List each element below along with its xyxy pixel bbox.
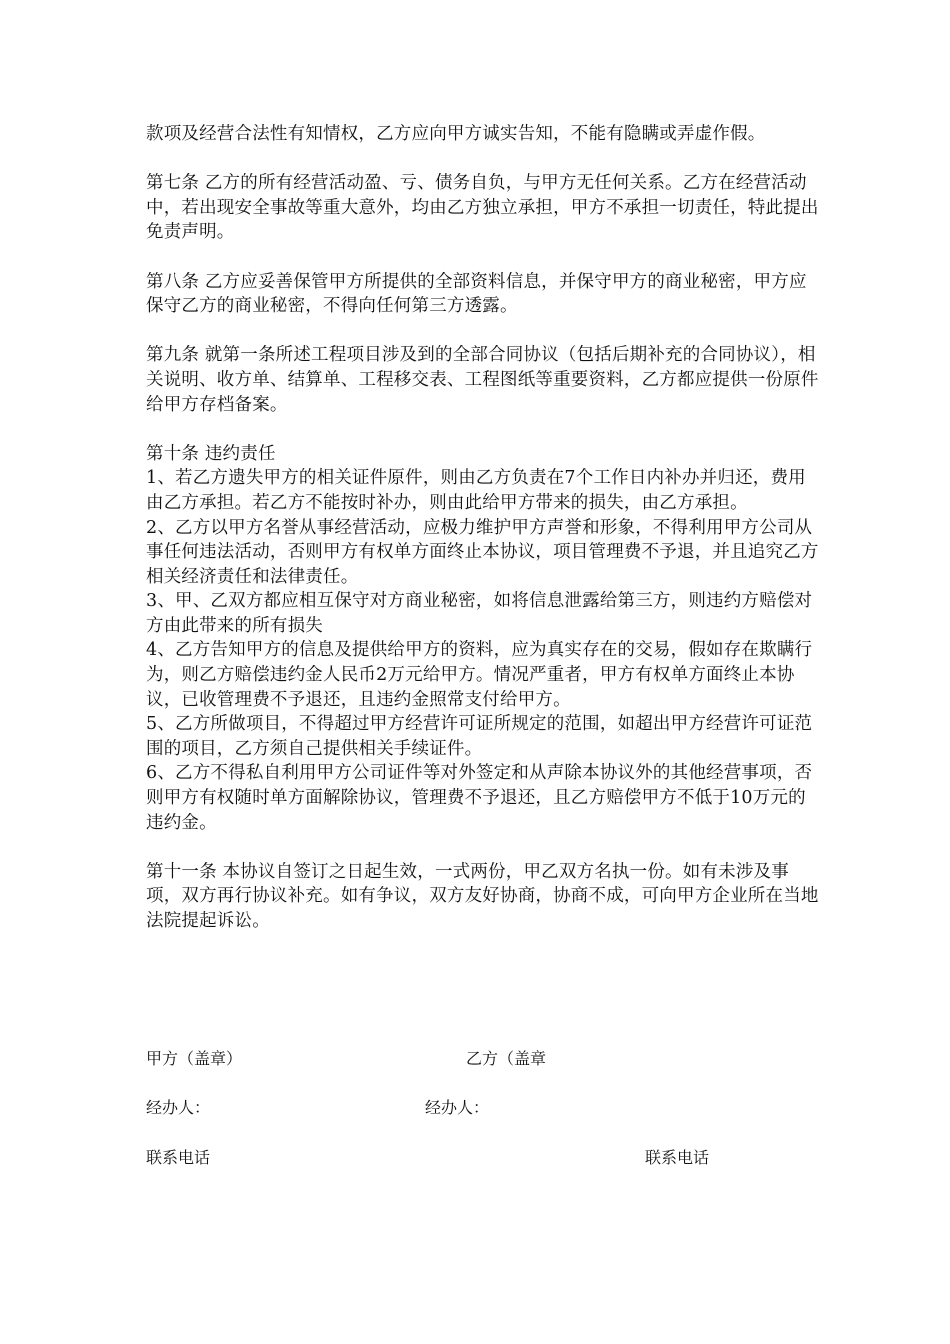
article-11: 第十一条 本协议自签订之日起生效，一式两份，甲乙双方名执一份。如有未涉及事项，双方再行协议补充。如有争议，双方友好协商，协商不成，可向甲方企业所在当地法院提起诉讼。 <box>146 861 819 931</box>
article-10-item-5: 5、乙方所做项目，不得超过甲方经营许可证所规定的范围，如超出甲方经营许可证范围的项目，乙方须自己提供相关手续证件。 <box>146 714 813 759</box>
party-a-phone-label: 联系电话 <box>146 1148 211 1167</box>
paragraph-gap <box>146 147 822 172</box>
article-10-item-4: 4、乙方告知甲方的信息及提供给甲方的资料，应为真实存在的交易，假如存在欺瞒行为，则乙方赔偿违约金人民币2万元给甲方。情况严重者，甲方有权单方面终止本协议，已收管理费不予退还，且违约金照常支付给甲方。 <box>146 640 813 710</box>
paragraph-gap <box>146 835 822 860</box>
article-10-item-6: 6、乙方不得私自利用甲方公司证件等对外签定和从声除本协议外的其他经营事项，否则甲方有权随时单方面解除协议，管理费不予退还，且乙方赔偿甲方不低于10万元的违约金。 <box>146 763 813 833</box>
article-10-title: 第十条 违约责任 <box>146 443 276 464</box>
article-9: 第九条 就第一条所述工程项目涉及到的全部合同协议（包括后期补充的合同协议），相关说明、收方单、结算单、工程移交表、工程图纸等重要资料，乙方都应提供一份原件给甲方存档备案。 <box>146 345 819 415</box>
party-b-phone-label: 联系电话 <box>645 1148 710 1167</box>
party-a-handler-label: 经办人： <box>146 1098 211 1117</box>
paragraph-gap <box>146 417 822 442</box>
party-b-seal-label: 乙方（盖章 <box>466 1049 547 1068</box>
article-10-item-2: 2、乙方以甲方名誉从事经营活动，应极力维护甲方声誉和形象，不得利用甲方公司从事任何违法活动，否则甲方有权单方面终止本协议，项目管理费不予退，并且追究乙方相关经济责任和法律责任。 <box>146 517 819 587</box>
article-8: 第八条 乙方应妥善保管甲方所提供的全部资料信息，并保守甲方的商业秘密，甲方应保守乙方的商业秘密，不得向任何第三方透露。 <box>146 271 807 317</box>
paragraph-continuation: 款项及经营合法性有知情权，乙方应向甲方诚实告知，不能有隐瞒或弄虚作假。 <box>146 124 766 144</box>
contract-body <box>146 122 822 934</box>
party-b-handler-label: 经办人： <box>425 1098 490 1117</box>
paragraph-gap <box>146 245 822 270</box>
article-10-item-1: 1、若乙方遗失甲方的相关证件原件，则由乙方负责在7个工作日内补办并归还，费用由乙方承担。若乙方不能按时补办，则由此给甲方带来的损失，由乙方承担。 <box>146 468 806 513</box>
article-10-item-3: 3、甲、乙双方都应相互保守对方商业秘密，如将信息泄露给第三方，则违约方赔偿对方由此带来的所有损失 <box>146 591 813 636</box>
article-7: 第七条 乙方的所有经营活动盈、亏、债务自负，与甲方无任何关系。乙方在经营活动中，若出现安全事故等重大意外，均由乙方独立承担，甲方不承担一切责任，特此提出免责声明。 <box>146 173 819 243</box>
party-a-seal-label: 甲方（盖章） <box>146 1049 243 1068</box>
paragraph-gap <box>146 319 822 344</box>
